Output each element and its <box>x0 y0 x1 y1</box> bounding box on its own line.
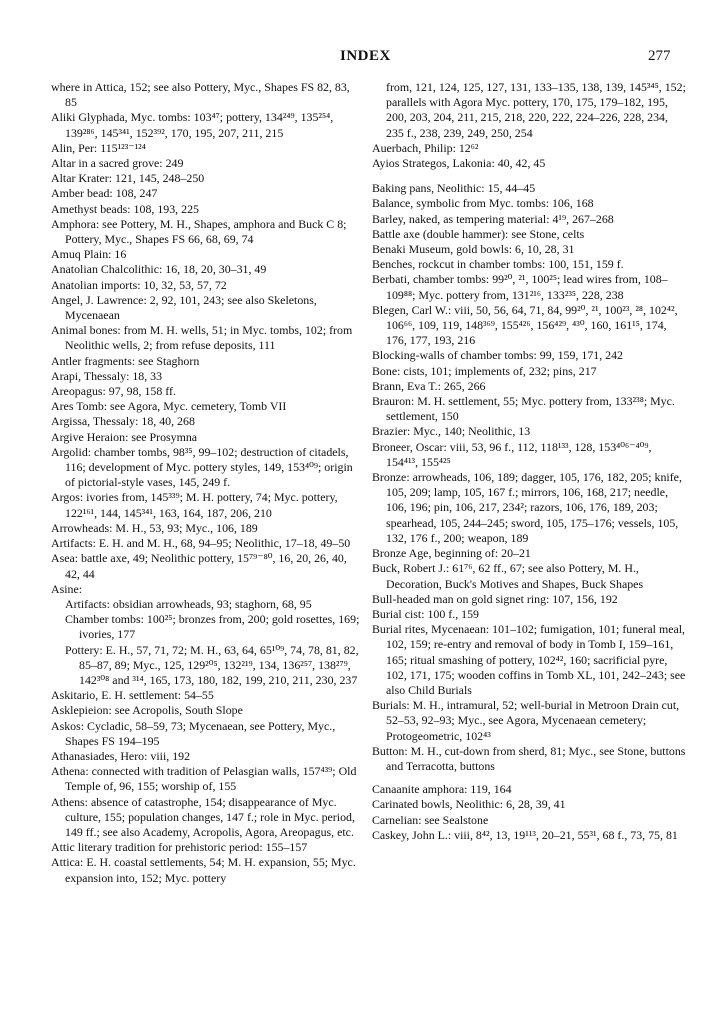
index-entry: Ares Tomb: see Agora, Myc. cemetery, Tomb VII <box>51 399 287 414</box>
index-entry: Canaanite amphora: 119, 164 <box>372 782 512 797</box>
index-entry: Blegen, Carl W.: viii, 50, 56, 64, 71, 84, 99²⁰, ²¹, 100²³, ²⁸, 102⁴², 106⁶⁶, 109, 119, 148³⁶⁹, 155⁴²⁶, 156⁴²⁹, ⁴³⁰, 160, 161¹⁵, 174, 176, 177, 193, 216 <box>372 302 678 348</box>
index-entry: Areopagus: 97, 98, 158 ff. <box>51 384 176 399</box>
index-entry: Ayios Strategos, Lakonia: 40, 42, 45 <box>372 156 546 171</box>
index-entry: Benaki Museum, gold bowls: 6, 10, 28, 31 <box>372 242 575 257</box>
index-entry: Burials: M. H., intramural, 52; well-burial in Metroon Drain cut, 52–53, 92–93; Myc., see Agora, Mycenaean cemetery; Protogeometric, 102⁴³ <box>372 698 680 743</box>
page-title: INDEX <box>340 48 391 64</box>
index-entry: Amphora: see Pottery, M. H., Shapes, amphora and Buck C 8; Pottery, Myc., Shapes FS 66, 68, 69, 74 <box>51 216 347 247</box>
index-entry: Argolid: chamber tombs, 98³⁵, 99–102; destruction of citadels, 116; development of Myc. pottery styles, 149, 153⁴⁰⁹; origin of pictorial-style vases, 145, 249 f. <box>51 444 353 490</box>
index-entry: Burial cist: 100 f., 159 <box>372 606 480 621</box>
index-entry: Balance, symbolic from Myc. tombs: 106, 168 <box>372 196 594 211</box>
index-entry: Brann, Eva T.: 265, 266 <box>372 378 486 393</box>
section-gap <box>372 774 686 782</box>
index-entry: Brauron: M. H. settlement, 55; Myc. pottery from, 133²³⁸; Myc. settlement, 150 <box>372 394 675 424</box>
index-entry: Amuq Plain: 16 <box>51 247 127 262</box>
index-entry: Caskey, John L.: viii, 8⁴², 13, 19¹¹³, 20–21, 55³¹, 68 f., 73, 75, 81 <box>372 827 678 842</box>
index-entry: Attica: E. H. coastal settlements, 54; M. H. expansion, 55; Myc. expansion into, 152; Myc. pottery <box>51 855 356 885</box>
page-header <box>0 46 725 70</box>
index-entry: Argive Heraion: see Prosymna <box>51 429 198 444</box>
index-entry: Bronze: arrowheads, 106, 189; dagger, 105, 176, 182, 205; knife, 105, 209; lamp, 105, 167 f.; mirrors, 106, 168, 217; needle, 106, 196; pin, 106, 217, 234²; razors, 106, 176, 189, 203; spearhead, 105, 244–245; sword, 105, 175–176; vessels, 105, 132, 176 f., 200; weapon, 189 <box>372 470 682 545</box>
index-entry: Berbati, chamber tombs: 99²⁰, ²¹, 100²⁵; lead wires from, 108–109⁸⁸; Myc. pottery from, 131²¹⁶, 133²³⁵, 228, 238 <box>372 272 668 302</box>
index-entry: Bull-headed man on gold signet ring: 107, 156, 192 <box>372 591 618 606</box>
index-entry: Carnelian: see Sealstone <box>372 812 489 827</box>
index-entry: Amethyst beads: 108, 193, 225 <box>51 201 199 216</box>
index-entry: Bronze Age, beginning of: 20–21 <box>372 546 531 561</box>
index-entry: Altar in a sacred grove: 249 <box>51 156 184 171</box>
index-entry: Anatolian imports: 10, 32, 53, 57, 72 <box>51 277 227 292</box>
index-entry: Benches, rockcut in chamber tombs: 100, 151, 159 f. <box>372 257 624 272</box>
page-number: 277 <box>648 48 671 64</box>
index-entry: Buck, Robert J.: 61⁷⁶, 62 ff., 67; see also Pottery, M. H., Decoration, Buck's Motives and Shapes, Buck Shapes <box>372 561 644 591</box>
index-entry: Carinated bowls, Neolithic: 6, 28, 39, 41 <box>372 797 566 812</box>
index-entry: Alin, Per: 115¹²³⁻¹²⁴ <box>51 140 146 155</box>
index-entry: Arapi, Thessaly: 18, 33 <box>51 368 163 383</box>
index-entry: Broneer, Oscar: viii, 53, 96 f., 112, 118¹³³, 128, 153⁴⁰⁶⁻⁴⁰⁹, 154⁴¹³, 155⁴²⁵ <box>372 439 652 469</box>
index-entry: Blocking-walls of chamber tombs: 99, 159, 171, 242 <box>372 348 623 363</box>
index-entry: Bone: cists, 101; implements of, 232; pins, 217 <box>372 363 597 378</box>
index-entry: Battle axe (double hammer): see Stone, celts <box>372 226 585 241</box>
index-entry: Aliki Glyphada, Myc. tombs: 103⁴⁷; pottery, 134²⁴⁹, 135²⁵⁴, 139²⁸⁶, 145³⁴¹, 152³⁹², 170, 195, 207, 211, 215 <box>51 110 334 140</box>
index-entry: Antler fragments: see Staghorn <box>51 353 200 368</box>
index-subentry: Artifacts: obsidian arrowheads, 93; staghorn, 68, 95 <box>65 596 312 611</box>
index-entry: Angel, J. Lawrence: 2, 92, 101, 243; see also Skeletons, Mycenaean <box>51 292 317 323</box>
index-entry: where in Attica, 152; see also Pottery, Myc., Shapes FS 82, 83, 85 <box>51 80 350 110</box>
index-column-right <box>372 80 686 843</box>
index-entry: Auerbach, Philip: 12⁶² <box>372 140 479 155</box>
index-entry: Asine: <box>51 581 83 596</box>
section-gap <box>372 171 686 181</box>
index-subentry: Pottery: E. H., 57, 71, 72; M. H., 63, 64, 65¹⁰⁹, 74, 78, 81, 82, 85–87, 89; Myc., 125, 129²⁰⁵, 132²¹⁹, 134, 136²⁵⁷, 138²⁷⁹, 142³⁰⁸ and ³¹⁴, 165, 173, 180, 182, 199, 210, 211, 230, 237 <box>65 642 359 687</box>
index-entry: Baking pans, Neolithic: 15, 44–45 <box>372 181 536 196</box>
index-entry: Askos: Cycladic, 58–59, 73; Mycenaean, see Pottery, Myc., Shapes FS 194–195 <box>51 718 336 748</box>
index-entry: Argos: ivories from, 145³³⁹; M. H. pottery, 74; Myc. pottery, 122¹⁶¹, 144, 145³⁴¹, 163, 164, 187, 206, 210 <box>51 490 338 520</box>
index-subentry: Chamber tombs: 100²⁵; bronzes from, 200; gold rosettes, 169; ivories, 177 <box>65 612 360 642</box>
index-entry: Brazier: Myc., 140; Neolithic, 13 <box>372 424 531 439</box>
index-entry: Askitario, E. H. settlement: 54–55 <box>51 688 214 703</box>
index-entry: Arrowheads: M. H., 53, 93; Myc., 106, 189 <box>51 520 258 535</box>
index-entry: Asklepieion: see Acropolis, South Slope <box>51 703 243 718</box>
index-column-left <box>51 80 361 886</box>
index-entry: Button: M. H., cut-down from sherd, 81; Myc., see Stone, buttons and Terracotta, buttons <box>372 743 686 773</box>
index-entry: Altar Krater: 121, 145, 248–250 <box>51 171 205 186</box>
index-entry: Amber bead: 108, 247 <box>51 186 158 201</box>
index-entry: Artifacts: E. H. and M. H., 68, 94–95; Neolithic, 17–18, 49–50 <box>51 536 351 551</box>
index-entry: Athanasiades, Hero: viii, 192 <box>51 748 191 763</box>
index-entry: Anatolian Chalcolithic: 16, 18, 20, 30–31, 49 <box>51 262 267 277</box>
index-entry: Animal bones: from M. H. wells, 51; in Myc. tombs, 102; from Neolithic wells, 2; from refuse deposits, 111 <box>51 323 353 353</box>
index-entry: Barley, naked, as tempering material: 4¹⁹, 267–268 <box>372 211 614 226</box>
index-entry: Asea: battle axe, 49; Neolithic pottery, 15⁷⁹⁻⁸⁰, 16, 20, 26, 40, 42, 44 <box>51 551 347 581</box>
index-entry-continuation: from, 121, 124, 125, 127, 131, 133–135, 138, 139, 145³⁴⁵, 152; parallels with Agora Myc. pottery, 170, 175, 179–182, 195, 200, 203, 204, 211, 215, 218, 220, 222, 224–226, 228, 234, 235 f., 238, 239, 249, 250, 254 <box>386 80 686 140</box>
index-entry: Argissa, Thessaly: 18, 40, 268 <box>51 414 195 429</box>
index-entry: Athena: connected with tradition of Pelasgian walls, 157⁴³⁹; Old Temple of, 96, 155; worship of, 155 <box>51 764 357 794</box>
index-entry: Athens: absence of catastrophe, 154; disappearance of Myc. culture, 155; population changes, 147 f.; role in Myc. period, 149 ff.; see also Academy, Acropolis, Agora, Areopagus, etc. <box>51 794 355 839</box>
index-entry: Burial rites, Mycenaean: 101–102; fumigation, 101; funeral meal, 102, 159; re-entry and removal of body in Tomb I, 159–161, 165; ritual smashing of pottery, 102⁴², 160; sacrificial pyre, 102, 171, 175; wooden coffins in Tomb XL, 101, 242–243; see also Child Burials <box>372 622 686 697</box>
index-entry: Attic literary tradition for prehistoric period: 155–157 <box>51 840 308 855</box>
